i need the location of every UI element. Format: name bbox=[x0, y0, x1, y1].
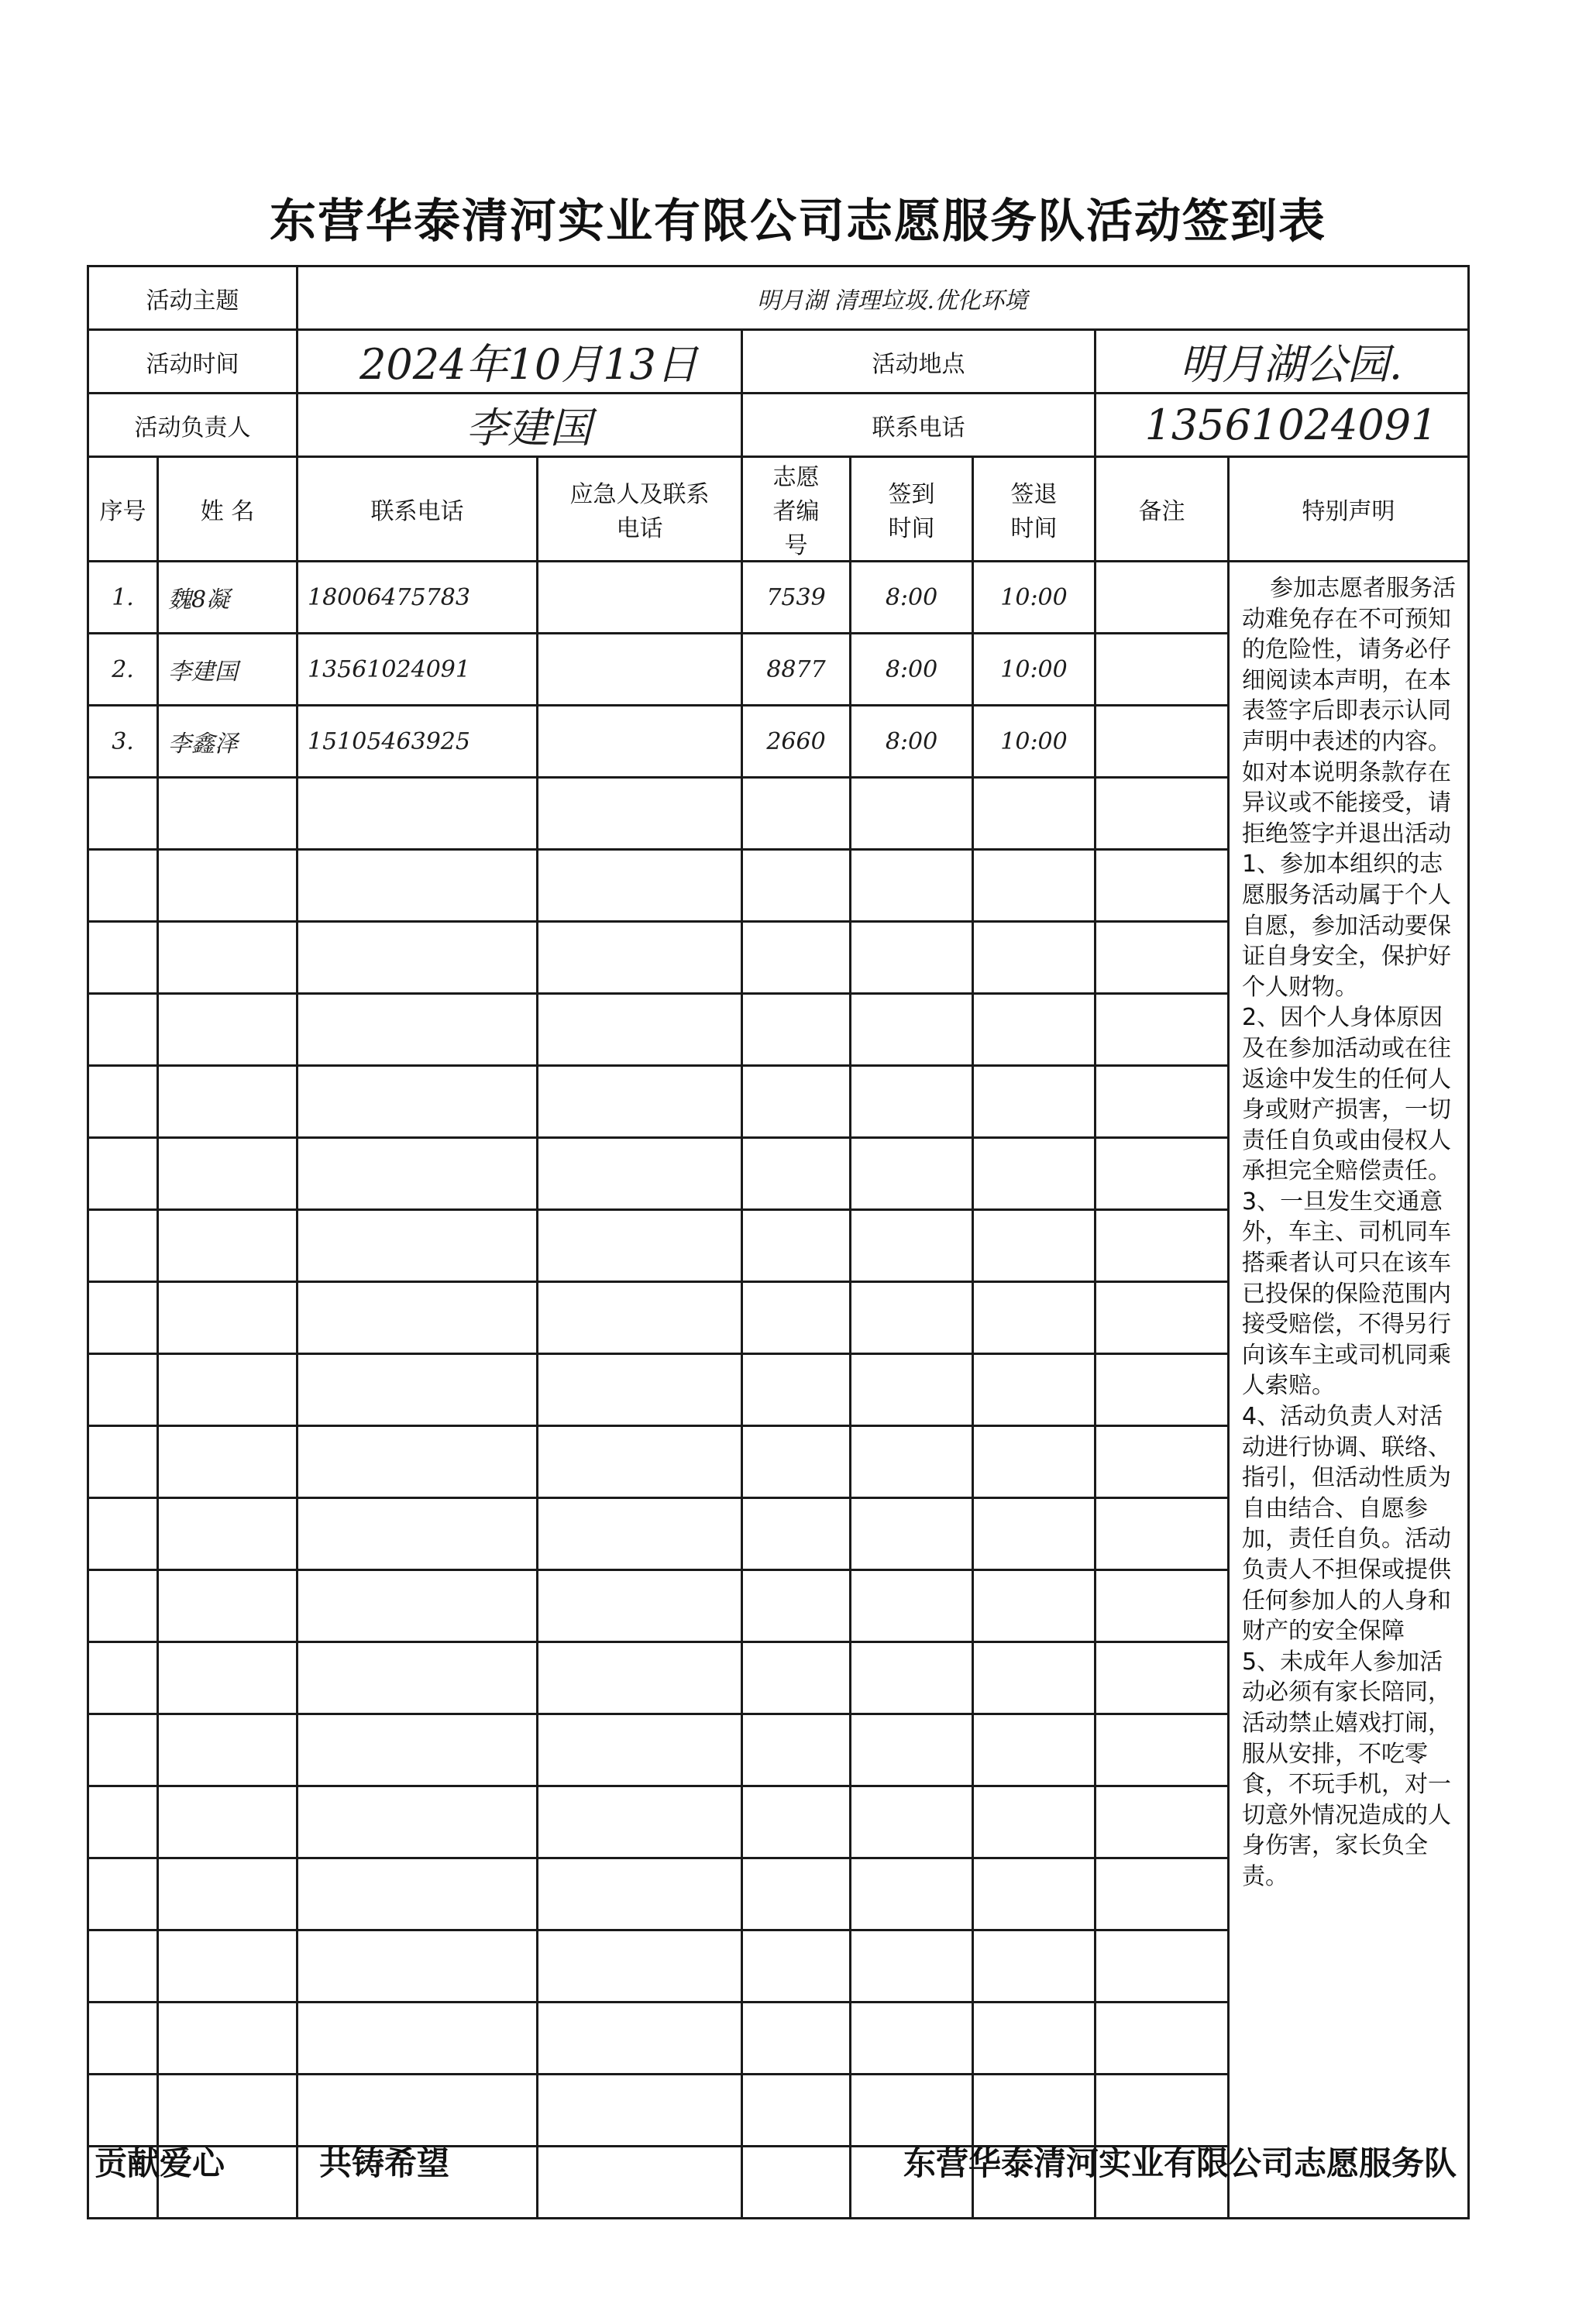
row-name-empty bbox=[158, 850, 298, 922]
row-phone-empty bbox=[298, 1426, 538, 1498]
row-emergency-empty bbox=[538, 1066, 742, 1138]
table-row bbox=[88, 562, 1469, 634]
row-volunteer-id-empty bbox=[742, 1210, 851, 1282]
row-sign-in-empty bbox=[851, 1066, 973, 1138]
row-sign-in-empty bbox=[851, 2075, 973, 2147]
row-sign-out-empty bbox=[973, 1642, 1096, 1714]
row-sign-in-empty bbox=[851, 1498, 973, 1570]
declaration-item-2: 2、因个人身体原因及在参加活动或在往返途中发生的任何人身或财产损害，一切责任自负或由侵权人承担完全赔偿责任。 bbox=[1242, 1004, 1451, 1185]
row-sign-out-empty bbox=[973, 1714, 1096, 1786]
col-seq: 序号 bbox=[88, 457, 158, 562]
row-remark-empty bbox=[1096, 1282, 1229, 1354]
row-sign-out: 10:00 bbox=[973, 634, 1096, 706]
phone-label: 联系电话 bbox=[742, 394, 1096, 457]
row-emergency-empty bbox=[538, 778, 742, 850]
row-remark-empty bbox=[1096, 1642, 1229, 1714]
row-volunteer-id-empty bbox=[742, 1354, 851, 1426]
footer-organization: 东营华泰清河实业有限公司志愿服务队 bbox=[903, 2144, 1457, 2182]
row-volunteer-id-empty bbox=[742, 1786, 851, 1858]
row-phone-empty bbox=[298, 1138, 538, 1210]
row-remark-empty bbox=[1096, 1498, 1229, 1570]
row-sign-in: 8:00 bbox=[851, 706, 973, 778]
row-sign-in-empty bbox=[851, 1714, 973, 1786]
row-emergency bbox=[538, 562, 742, 634]
footer-slogan-2: 共铸希望 bbox=[319, 2144, 450, 2182]
row-seq-empty bbox=[88, 778, 158, 850]
row-name-empty bbox=[158, 1498, 298, 1570]
location-label: 活动地点 bbox=[742, 330, 1096, 394]
row-name-empty bbox=[158, 922, 298, 994]
row-name-empty bbox=[158, 1282, 298, 1354]
row-sign-out-empty bbox=[973, 1786, 1096, 1858]
row-remark-empty bbox=[1096, 1858, 1229, 1930]
row-emergency-empty bbox=[538, 1930, 742, 2003]
row-volunteer-id-empty bbox=[742, 778, 851, 850]
row-volunteer-id-empty bbox=[742, 1498, 851, 1570]
info-row-theme bbox=[88, 266, 1469, 330]
row-name-empty bbox=[158, 1426, 298, 1498]
col-declaration: 特别声明 bbox=[1229, 457, 1469, 562]
row-seq-empty bbox=[88, 1138, 158, 1210]
row-seq-empty bbox=[88, 1642, 158, 1714]
row-sign-in-empty bbox=[851, 1642, 973, 1714]
leader-label: 活动负责人 bbox=[88, 394, 298, 457]
row-volunteer-id-empty bbox=[742, 1714, 851, 1786]
row-emergency-empty bbox=[538, 2147, 742, 2219]
row-emergency-empty bbox=[538, 2075, 742, 2147]
declaration-item-3: 3、一旦发生交通意外，车主、司机同车搭乘者认可只在该车已投保的保险范围内接受赔偿，不得另行向该车主或司机同乘人索赔。 bbox=[1242, 1188, 1451, 1400]
info-row-leader bbox=[88, 394, 1469, 457]
row-remark bbox=[1096, 562, 1229, 634]
column-header-row bbox=[88, 457, 1469, 562]
row-sign-out-empty bbox=[973, 1426, 1096, 1498]
row-volunteer-id: 8877 bbox=[742, 634, 851, 706]
row-emergency-empty bbox=[538, 1138, 742, 1210]
time-value: 2024年10月13日 bbox=[298, 330, 742, 394]
row-sign-in-empty bbox=[851, 2003, 973, 2075]
row-name-empty bbox=[158, 2075, 298, 2147]
theme-value: 明月湖 清理垃圾.优化环境 bbox=[298, 266, 1469, 330]
row-volunteer-id-empty bbox=[742, 2003, 851, 2075]
row-name-empty bbox=[158, 2003, 298, 2075]
row-name-empty bbox=[158, 1210, 298, 1282]
row-sign-out: 10:00 bbox=[973, 706, 1096, 778]
row-phone-empty bbox=[298, 778, 538, 850]
row-sign-out-empty bbox=[973, 1210, 1096, 1282]
row-remark-empty bbox=[1096, 850, 1229, 922]
row-emergency-empty bbox=[538, 2003, 742, 2075]
row-volunteer-id-empty bbox=[742, 1570, 851, 1642]
row-emergency bbox=[538, 706, 742, 778]
row-name-empty bbox=[158, 1858, 298, 1930]
row-sign-in-empty bbox=[851, 1426, 973, 1498]
col-phone: 联系电话 bbox=[298, 457, 538, 562]
row-sign-out-empty bbox=[973, 1570, 1096, 1642]
row-sign-out-empty bbox=[973, 2003, 1096, 2075]
row-emergency-empty bbox=[538, 1426, 742, 1498]
row-remark-empty bbox=[1096, 1210, 1229, 1282]
row-emergency-empty bbox=[538, 1498, 742, 1570]
row-phone-empty bbox=[298, 994, 538, 1066]
col-emergency: 应急人及联系电话 bbox=[538, 457, 742, 562]
row-name: 李鑫泽 bbox=[158, 706, 298, 778]
row-emergency-empty bbox=[538, 1210, 742, 1282]
row-sign-out-empty bbox=[973, 1282, 1096, 1354]
row-phone-empty bbox=[298, 2075, 538, 2147]
row-sign-out: 10:00 bbox=[973, 562, 1096, 634]
row-sign-out-empty bbox=[973, 778, 1096, 850]
row-sign-in-empty bbox=[851, 1786, 973, 1858]
row-phone-empty bbox=[298, 922, 538, 994]
row-phone: 18006475783 bbox=[298, 562, 538, 634]
row-phone-empty bbox=[298, 2003, 538, 2075]
row-sign-in-empty bbox=[851, 1930, 973, 2003]
row-seq-empty bbox=[88, 1498, 158, 1570]
row-emergency-empty bbox=[538, 1570, 742, 1642]
row-seq-empty bbox=[88, 1210, 158, 1282]
row-sign-in-empty bbox=[851, 1354, 973, 1426]
row-seq-empty bbox=[88, 1426, 158, 1498]
row-sign-in-empty bbox=[851, 922, 973, 994]
info-row-time bbox=[88, 330, 1469, 394]
row-volunteer-id: 2660 bbox=[742, 706, 851, 778]
row-sign-in-empty bbox=[851, 1138, 973, 1210]
row-seq-empty bbox=[88, 2075, 158, 2147]
col-sign-out: 签退时间 bbox=[973, 457, 1096, 562]
row-seq-empty bbox=[88, 922, 158, 994]
row-emergency-empty bbox=[538, 1282, 742, 1354]
row-volunteer-id-empty bbox=[742, 922, 851, 994]
row-volunteer-id-empty bbox=[742, 1066, 851, 1138]
row-remark-empty bbox=[1096, 2075, 1229, 2147]
row-phone-empty bbox=[298, 1066, 538, 1138]
row-seq-empty bbox=[88, 1282, 158, 1354]
row-volunteer-id-empty bbox=[742, 1858, 851, 1930]
row-volunteer-id: 7539 bbox=[742, 562, 851, 634]
row-volunteer-id-empty bbox=[742, 1282, 851, 1354]
row-remark-empty bbox=[1096, 922, 1229, 994]
row-phone-empty bbox=[298, 1570, 538, 1642]
row-volunteer-id-empty bbox=[742, 1138, 851, 1210]
row-remark-empty bbox=[1096, 2003, 1229, 2075]
row-sign-out-empty bbox=[973, 2075, 1096, 2147]
row-name-empty bbox=[158, 778, 298, 850]
row-volunteer-id-empty bbox=[742, 1426, 851, 1498]
row-phone-empty bbox=[298, 850, 538, 922]
row-volunteer-id-empty bbox=[742, 2147, 851, 2219]
row-phone-empty bbox=[298, 1714, 538, 1786]
row-sign-out-empty bbox=[973, 922, 1096, 994]
declaration-item-1: 1、参加本组织的志愿服务活动属于个人自愿，参加活动要保证自身安全，保护好个人财物。 bbox=[1242, 851, 1451, 1001]
row-emergency-empty bbox=[538, 1858, 742, 1930]
row-sign-in: 8:00 bbox=[851, 634, 973, 706]
row-remark-empty bbox=[1096, 1066, 1229, 1138]
row-emergency bbox=[538, 634, 742, 706]
row-seq-empty bbox=[88, 850, 158, 922]
row-name-empty bbox=[158, 1930, 298, 2003]
page-title: 东营华泰清河实业有限公司志愿服务队活动签到表 bbox=[270, 194, 1326, 249]
row-remark-empty bbox=[1096, 1786, 1229, 1858]
row-volunteer-id-empty bbox=[742, 2075, 851, 2147]
row-sign-out-empty bbox=[973, 1858, 1096, 1930]
row-sign-out-empty bbox=[973, 1138, 1096, 1210]
row-sign-out-empty bbox=[973, 850, 1096, 922]
row-emergency-empty bbox=[538, 1354, 742, 1426]
row-sign-in: 8:00 bbox=[851, 562, 973, 634]
row-name-empty bbox=[158, 994, 298, 1066]
row-remark-empty bbox=[1096, 1354, 1229, 1426]
row-phone-empty bbox=[298, 1930, 538, 2003]
row-sign-out-empty bbox=[973, 1066, 1096, 1138]
row-seq-empty bbox=[88, 1354, 158, 1426]
time-label: 活动时间 bbox=[88, 330, 298, 394]
footer-slogan-1: 贡献爱心 bbox=[95, 2144, 225, 2182]
row-emergency-empty bbox=[538, 1642, 742, 1714]
row-sign-out-empty bbox=[973, 1498, 1096, 1570]
leader-value: 李建国 bbox=[298, 394, 742, 457]
row-seq-empty bbox=[88, 1066, 158, 1138]
row-seq-empty bbox=[88, 994, 158, 1066]
row-name-empty bbox=[158, 1714, 298, 1786]
location-value: 明月湖公园. bbox=[1096, 330, 1469, 394]
special-declaration bbox=[1229, 562, 1469, 2219]
sign-in-table bbox=[87, 265, 1470, 2219]
row-phone-empty bbox=[298, 1282, 538, 1354]
row-seq-empty bbox=[88, 1570, 158, 1642]
row-sign-out-empty bbox=[973, 1354, 1096, 1426]
row-name-empty bbox=[158, 1642, 298, 1714]
row-phone-empty bbox=[298, 1354, 538, 1426]
row-remark-empty bbox=[1096, 1426, 1229, 1498]
row-sign-in-empty bbox=[851, 778, 973, 850]
row-sign-in-empty bbox=[851, 1210, 973, 1282]
row-phone-empty bbox=[298, 1642, 538, 1714]
row-name-empty bbox=[158, 1786, 298, 1858]
row-emergency-empty bbox=[538, 1786, 742, 1858]
row-name: 魏8凝 bbox=[158, 562, 298, 634]
row-seq: 3. bbox=[88, 706, 158, 778]
row-seq-empty bbox=[88, 1786, 158, 1858]
declaration-item-4: 4、活动负责人对活动进行协调、联络、指引，但活动性质为自由结合、自愿参加，责任自负。活动负责人不担保或提供任何参加人的人身和财产的安全保障 bbox=[1242, 1403, 1451, 1645]
row-emergency-empty bbox=[538, 922, 742, 994]
row-remark-empty bbox=[1096, 1930, 1229, 2003]
row-volunteer-id-empty bbox=[742, 1930, 851, 2003]
row-name-empty bbox=[158, 1354, 298, 1426]
row-name: 李建国 bbox=[158, 634, 298, 706]
row-remark-empty bbox=[1096, 1138, 1229, 1210]
col-volunteer-id: 志愿者编号 bbox=[742, 457, 851, 562]
row-remark bbox=[1096, 706, 1229, 778]
row-seq: 2. bbox=[88, 634, 158, 706]
declaration-intro: 参加志愿者服务活动难免存在不可预知的危险性，请务必仔细阅读本声明，在本表签字后即表示认同声明中表述的内容。如对本说明条款存在异议或不能接受，请拒绝签字并退出活动 bbox=[1242, 575, 1456, 847]
row-sign-in-empty bbox=[851, 1858, 973, 1930]
declaration-item-5: 5、未成年人参加活动必须有家长陪同，活动禁止嬉戏打闹，服从安排，不吃零食，不玩手机，对一切意外情况造成的人身伤害，家长负全责。 bbox=[1242, 1648, 1451, 1890]
row-emergency-empty bbox=[538, 1714, 742, 1786]
row-sign-in-empty bbox=[851, 994, 973, 1066]
row-phone-empty bbox=[298, 1786, 538, 1858]
row-phone-empty bbox=[298, 1210, 538, 1282]
row-remark-empty bbox=[1096, 1570, 1229, 1642]
row-remark-empty bbox=[1096, 1714, 1229, 1786]
row-emergency-empty bbox=[538, 850, 742, 922]
row-phone: 15105463925 bbox=[298, 706, 538, 778]
row-seq-empty bbox=[88, 1714, 158, 1786]
row-sign-in-empty bbox=[851, 850, 973, 922]
row-volunteer-id-empty bbox=[742, 850, 851, 922]
row-seq-empty bbox=[88, 1858, 158, 1930]
row-name-empty bbox=[158, 1138, 298, 1210]
row-seq-empty bbox=[88, 1930, 158, 2003]
col-name: 姓 名 bbox=[158, 457, 298, 562]
row-phone-empty bbox=[298, 1858, 538, 1930]
row-remark-empty bbox=[1096, 994, 1229, 1066]
row-volunteer-id-empty bbox=[742, 994, 851, 1066]
row-phone: 13561024091 bbox=[298, 634, 538, 706]
row-sign-out-empty bbox=[973, 1930, 1096, 2003]
row-remark-empty bbox=[1096, 778, 1229, 850]
row-emergency-empty bbox=[538, 994, 742, 1066]
row-sign-in-empty bbox=[851, 1282, 973, 1354]
leader-phone-value: 13561024091 bbox=[1096, 394, 1469, 457]
col-sign-in: 签到时间 bbox=[851, 457, 973, 562]
row-sign-in-empty bbox=[851, 1570, 973, 1642]
row-name-empty bbox=[158, 1570, 298, 1642]
row-seq: 1. bbox=[88, 562, 158, 634]
theme-label: 活动主题 bbox=[88, 266, 298, 330]
row-volunteer-id-empty bbox=[742, 1642, 851, 1714]
row-seq-empty bbox=[88, 2003, 158, 2075]
row-remark bbox=[1096, 634, 1229, 706]
col-remark: 备注 bbox=[1096, 457, 1229, 562]
row-sign-out-empty bbox=[973, 994, 1096, 1066]
row-name-empty bbox=[158, 1066, 298, 1138]
row-phone-empty bbox=[298, 1498, 538, 1570]
